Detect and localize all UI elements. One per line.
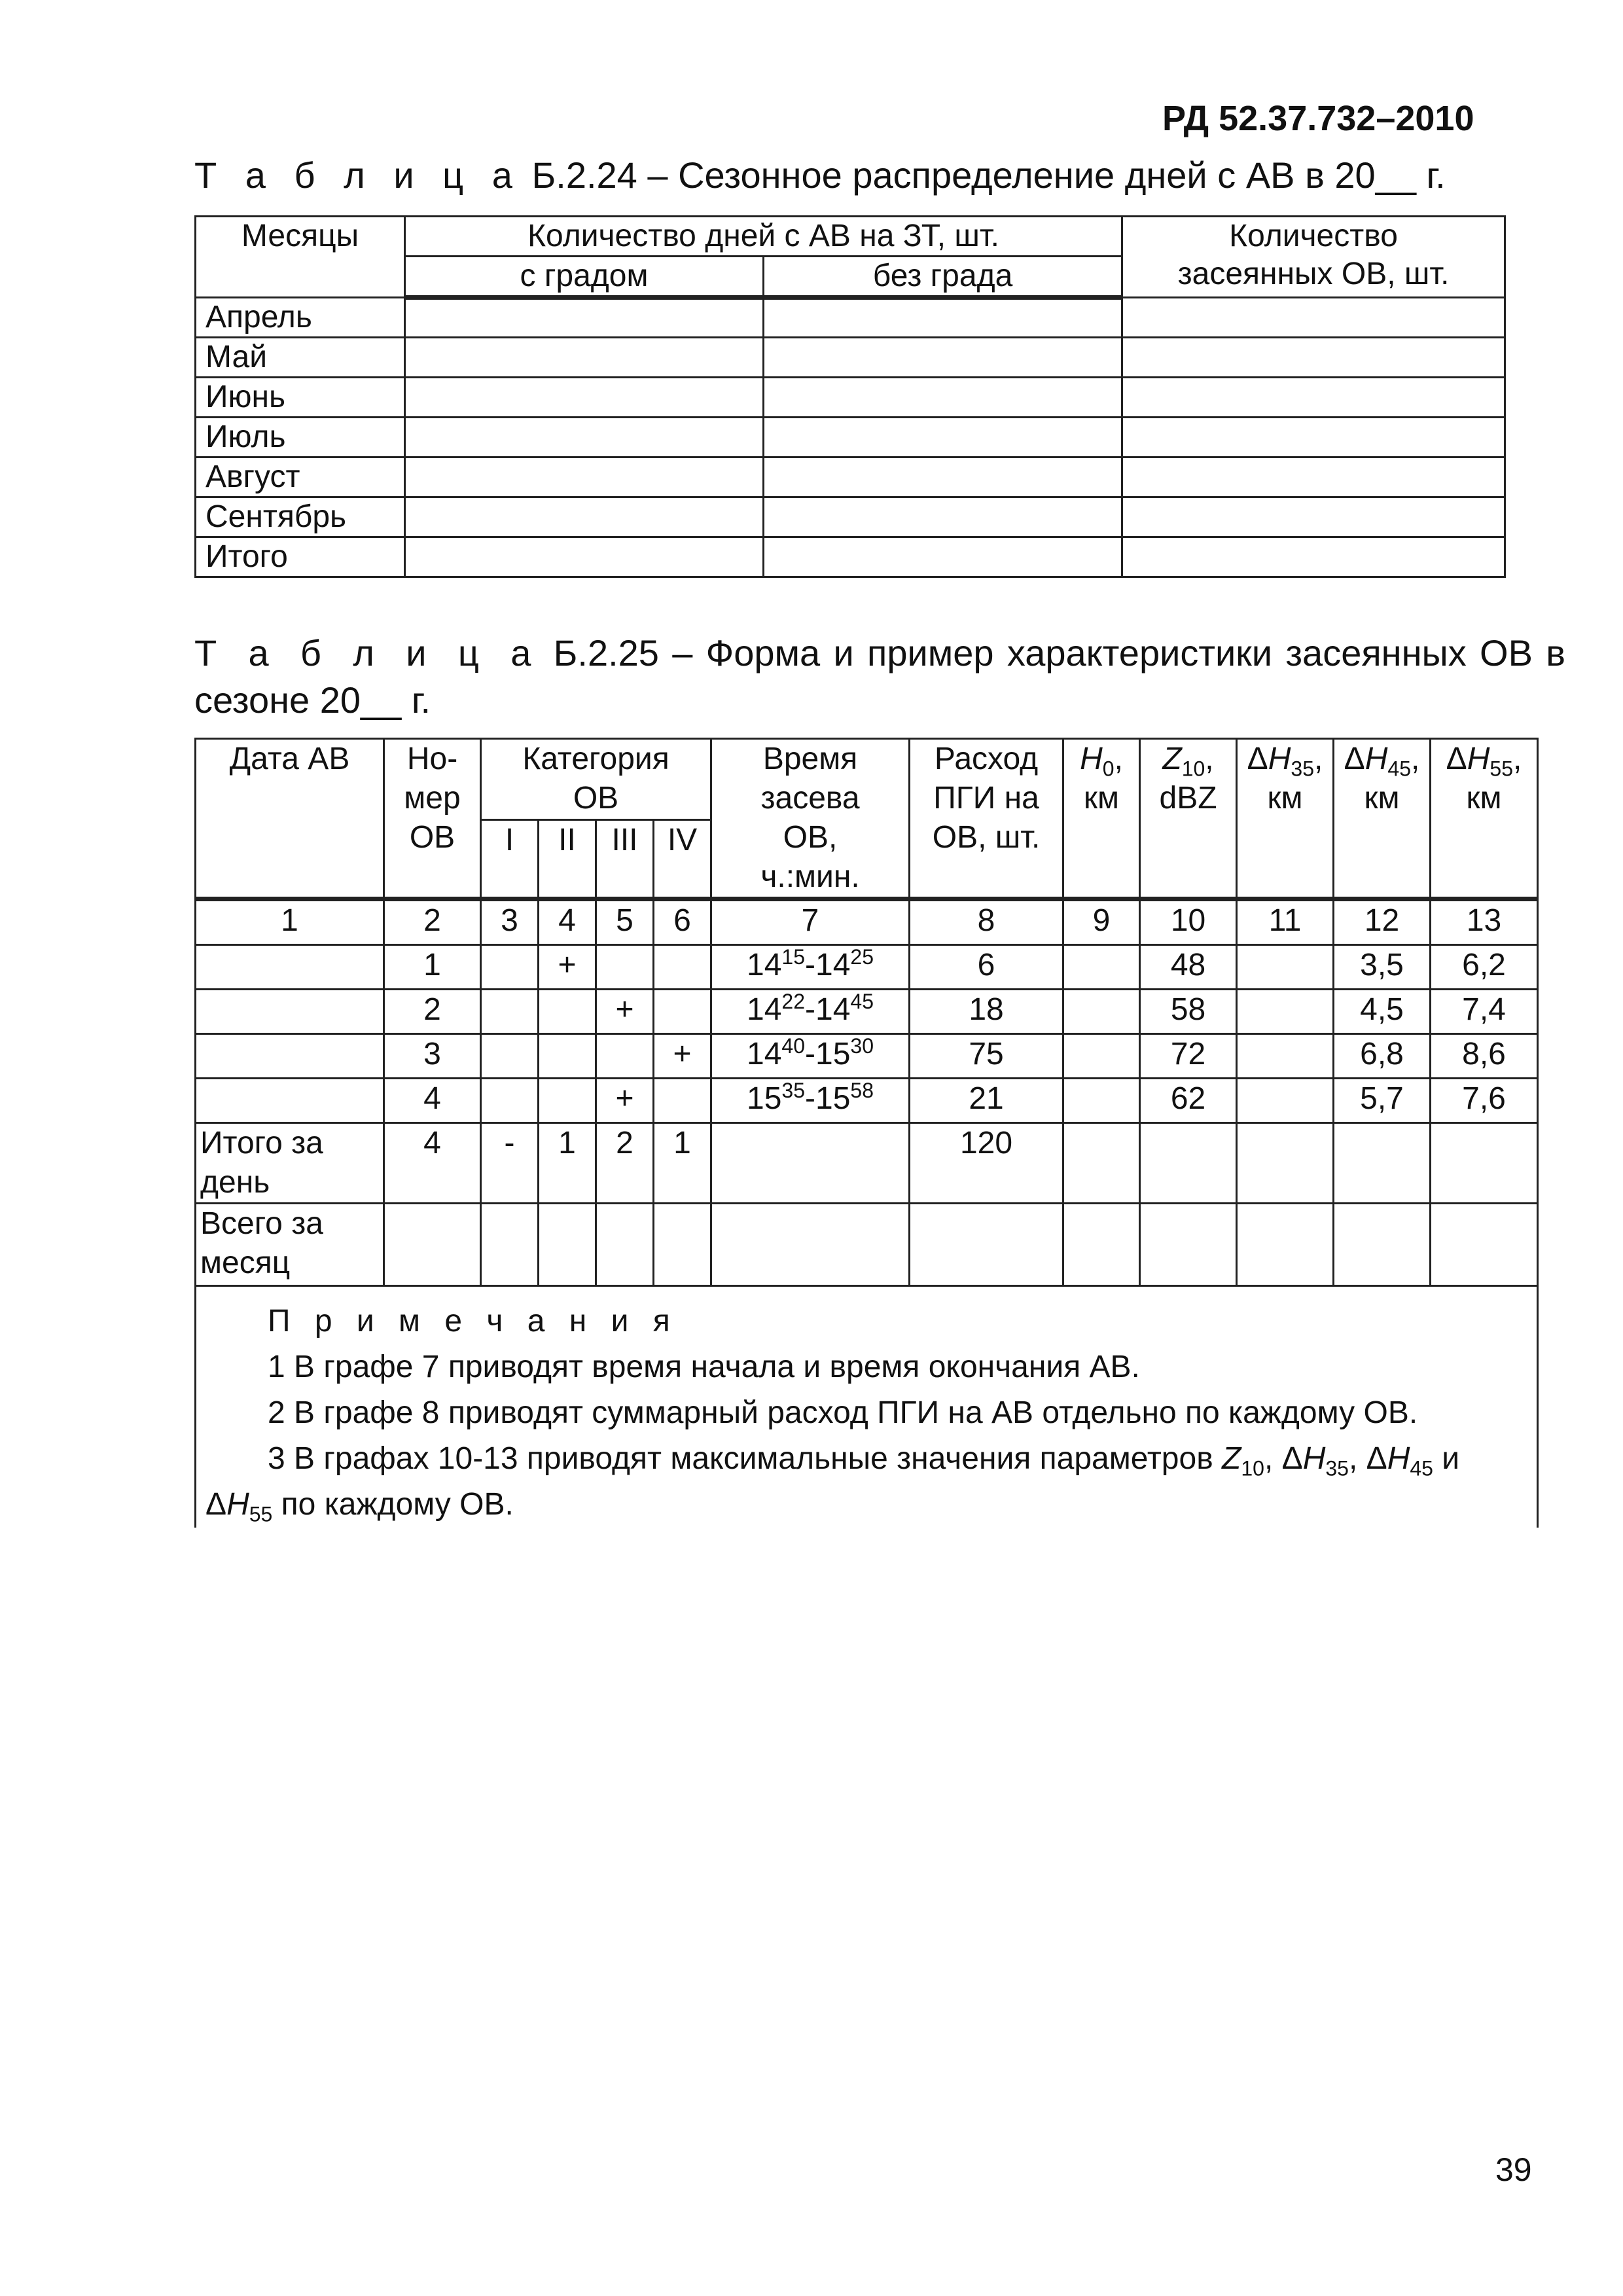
col-category-iv-header: IV (654, 819, 711, 899)
number-cell: 2 (384, 990, 481, 1034)
header-line: ОВ, (783, 820, 838, 855)
category-i-cell: - (481, 1123, 539, 1204)
caption-text: Б.2.25 – Форма и пример характеристики засеянных ОВ в сезоне 20__ г. (194, 632, 1566, 721)
caption-label: Т а б л и ц а (194, 154, 522, 196)
note-2: 2 В графе 8 приводят суммарный расход ПГИ на АВ отдельно по каждому ОВ. (268, 1395, 1418, 1430)
category-iii-cell: 2 (596, 1123, 654, 1204)
date-cell (196, 945, 384, 990)
dh45-cell: 6,8 (1334, 1034, 1431, 1079)
table-cell (405, 378, 764, 418)
table-b225 (194, 738, 1539, 1528)
category-i-cell (481, 1079, 539, 1123)
category-ii-cell: + (539, 945, 596, 990)
category-iv-cell: + (654, 1034, 711, 1079)
dh35-cell (1237, 1079, 1334, 1123)
time-cell: $15^{35}-15^{58}$ (711, 1079, 910, 1123)
number-cell: 3 (384, 1034, 481, 1079)
table-cell (384, 1204, 481, 1286)
time-minutes: 35 (781, 1079, 806, 1102)
date-cell (196, 1034, 384, 1079)
subscript: 10 (1181, 757, 1205, 781)
col-date-header: Дата АВ (196, 739, 384, 899)
category-ii-cell (539, 1034, 596, 1079)
table-cell (711, 1204, 910, 1286)
header-line: ОВ, шт. (932, 820, 1041, 855)
table-cell (1122, 537, 1505, 577)
header-line: Время (762, 742, 858, 776)
col-number-header (384, 739, 481, 899)
header-line: ОВ (573, 781, 619, 816)
table-b224 (194, 215, 1506, 578)
z10-cell (1140, 1123, 1237, 1204)
symbol-h: H (226, 1487, 249, 1522)
header-line: ч.:мин. (760, 859, 860, 894)
time-hours: 14 (747, 948, 782, 982)
table-cell (405, 338, 764, 378)
header-line: $\Delta H_{55}$, (1446, 742, 1522, 781)
page-number: 39 (1495, 2151, 1532, 2188)
col-seeded-line1: Количество (1229, 219, 1398, 253)
table-row (196, 990, 1538, 1034)
symbol-h: H (1268, 742, 1291, 776)
subscript: 10 (1241, 1456, 1264, 1480)
category-iii-cell (596, 1034, 654, 1079)
table-cell (1334, 1204, 1431, 1286)
header-line: $\Delta H_{45}$, (1344, 742, 1420, 781)
category-iii-cell (596, 945, 654, 990)
col-without-hail-header: без града (764, 257, 1122, 298)
col-category-iii-header: III (596, 819, 654, 899)
table-cell (764, 497, 1122, 537)
dh55-cell: 8,6 (1431, 1034, 1538, 1079)
dh35-cell (1237, 945, 1334, 990)
column-number: 10 (1140, 899, 1237, 945)
category-i-cell (481, 990, 539, 1034)
h0-cell (1063, 1034, 1140, 1079)
time-minutes: 40 (781, 1034, 806, 1058)
subscript: 45 (1387, 757, 1411, 781)
time-cell: $14^{40}-15^{30}$ (711, 1034, 910, 1079)
table-cell (405, 298, 764, 338)
column-number: 3 (481, 899, 539, 945)
col-category-ii-header: II (539, 819, 596, 899)
symbol-h: H (1080, 742, 1103, 776)
dh55-cell: 6,2 (1431, 945, 1538, 990)
col-consumption-header (910, 739, 1063, 899)
time-cell (711, 1123, 910, 1204)
category-i-cell (481, 945, 539, 990)
table-cell (1122, 497, 1505, 537)
table-cell (1122, 298, 1505, 338)
subscript: 35 (1325, 1456, 1349, 1480)
category-iv-cell (654, 1079, 711, 1123)
table-cell (1122, 457, 1505, 497)
subscript: 35 (1291, 757, 1314, 781)
symbol-h: H (1387, 1441, 1410, 1476)
table-cell (1237, 1204, 1334, 1286)
col-with-hail-header: с градом (405, 257, 764, 298)
symbol-h: H (1302, 1441, 1326, 1476)
column-number: 1 (196, 899, 384, 945)
subscript: 0 (1102, 757, 1115, 781)
table-row (196, 1079, 1538, 1123)
z10-cell: 72 (1140, 1034, 1237, 1079)
table-cell (1122, 418, 1505, 457)
time-hours: 14 (747, 1037, 782, 1071)
consumption-cell: 75 (910, 1034, 1063, 1079)
header-line: $H_0$, (1080, 742, 1123, 781)
delta-symbol: Δ (1366, 1441, 1387, 1476)
unit: км (1084, 781, 1120, 816)
delta-symbol: Δ (1344, 742, 1365, 776)
month-cell: Сентябрь (196, 497, 405, 537)
col-z10-header (1140, 739, 1237, 899)
time-hours: 15 (815, 1081, 851, 1116)
time-hours: 15 (815, 1037, 851, 1071)
note-text: и (1442, 1441, 1460, 1476)
col-seeded-line2: засеянных ОВ, шт. (1177, 257, 1450, 291)
table-cell (1063, 1204, 1140, 1286)
date-cell (196, 990, 384, 1034)
number-cell: 1 (384, 945, 481, 990)
table-cell (405, 497, 764, 537)
label-line: месяц (200, 1246, 291, 1280)
category-iv-cell (654, 945, 711, 990)
header-line: мер (404, 781, 461, 816)
header-line: $\Delta H_{35}$, (1247, 742, 1323, 781)
notes-cell (196, 1286, 1538, 1528)
column-number: 6 (654, 899, 711, 945)
h0-cell (1063, 1079, 1140, 1123)
time-hours: 14 (815, 948, 851, 982)
col-category-header (481, 739, 711, 820)
dh45-cell: 3,5 (1334, 945, 1431, 990)
col-time-header (711, 739, 910, 899)
table-cell (764, 378, 1122, 418)
time-minutes: 25 (850, 945, 874, 969)
total-day-row (196, 1123, 1538, 1204)
category-ii-cell: 1 (539, 1123, 596, 1204)
column-numbers-row (196, 899, 1538, 945)
table-b224-caption (194, 152, 1446, 199)
notes-row (196, 1286, 1538, 1528)
time-minutes: 30 (850, 1034, 874, 1058)
dh35-cell (1237, 990, 1334, 1034)
consumption-cell: 18 (910, 990, 1063, 1034)
column-number: 7 (711, 899, 910, 945)
z10-cell: 48 (1140, 945, 1237, 990)
col-dh55-header (1431, 739, 1538, 899)
col-months-header: Месяцы (196, 217, 405, 298)
time-minutes: 15 (781, 945, 806, 969)
caption-text: Б.2.24 – Сезонное распределение дней с АВ в 20__ г. (531, 154, 1446, 196)
table-cell (596, 1204, 654, 1286)
col-category-i-header: I (481, 819, 539, 899)
note-1: 1 В графе 7 приводят время начала и время окончания АВ. (268, 1350, 1140, 1384)
table-row (196, 1034, 1538, 1079)
consumption-cell: 6 (910, 945, 1063, 990)
consumption-cell: 120 (910, 1123, 1063, 1204)
header-line: $Z_{10}$, (1162, 742, 1214, 781)
table-row (196, 945, 1538, 990)
symbol-h: H (1364, 742, 1388, 776)
caption-label: Т а б л и ц а (194, 632, 541, 673)
z10-cell: 62 (1140, 1079, 1237, 1123)
dh55-cell: 7,6 (1431, 1079, 1538, 1123)
note-text: по каждому ОВ. (281, 1487, 514, 1522)
table-cell (910, 1204, 1063, 1286)
column-number: 11 (1237, 899, 1334, 945)
h0-cell (1063, 1123, 1140, 1204)
category-i-cell (481, 1034, 539, 1079)
column-number: 8 (910, 899, 1063, 945)
unit: dBZ (1159, 781, 1217, 816)
note-text: 3 В графах 10-13 приводят максимальные значения параметров (268, 1441, 1213, 1476)
column-number: 9 (1063, 899, 1140, 945)
subscript: 45 (1410, 1456, 1433, 1480)
category-iii-cell: + (596, 990, 654, 1034)
time-hours: 15 (747, 1081, 782, 1116)
dh55-cell (1431, 1123, 1538, 1204)
column-number: 4 (539, 899, 596, 945)
delta-symbol: Δ (1247, 742, 1268, 776)
table-cell (1122, 378, 1505, 418)
total-cell: Итого (196, 537, 405, 577)
time-cell: $14^{22}-14^{45}$ (711, 990, 910, 1034)
time-minutes: 45 (850, 990, 874, 1013)
h0-cell (1063, 945, 1140, 990)
month-cell: Май (196, 338, 405, 378)
col-dh35-header (1237, 739, 1334, 899)
dh45-cell (1334, 1123, 1431, 1204)
table-cell (764, 537, 1122, 577)
month-cell: Июль (196, 418, 405, 457)
dh35-cell (1237, 1123, 1334, 1204)
category-iv-cell (654, 990, 711, 1034)
time-hours: 14 (815, 992, 851, 1027)
category-ii-cell (539, 990, 596, 1034)
table-cell (405, 457, 764, 497)
number-cell: 4 (384, 1079, 481, 1123)
unit: км (1466, 781, 1502, 816)
month-cell: Апрель (196, 298, 405, 338)
table-cell (764, 457, 1122, 497)
header-line: Но- (406, 742, 458, 776)
dh35-cell (1237, 1034, 1334, 1079)
header-line: ОВ (409, 820, 455, 855)
note-3: 3 В графах 10-13 приводят максимальные значения параметров $Z_{10}$, $\Delta H_{35}$, $\Delta H_{45}$ и $\Delta H_{55}$ по каждому ОВ. (205, 1441, 1460, 1526)
column-number: 2 (384, 899, 481, 945)
header-line: ПГИ на (933, 781, 1039, 816)
time-minutes: 58 (850, 1079, 874, 1102)
header-line: засева (760, 781, 860, 816)
column-number: 13 (1431, 899, 1538, 945)
table-cell (539, 1204, 596, 1286)
subscript: 55 (249, 1502, 273, 1526)
label-line: день (200, 1165, 270, 1200)
col-days-group-header: Количество дней с АВ на ЗТ, шт. (405, 217, 1122, 257)
unit: км (1364, 781, 1400, 816)
time-cell: $14^{15}-14^{25}$ (711, 945, 910, 990)
col-dh45-header (1334, 739, 1431, 899)
delta-symbol: Δ (205, 1487, 227, 1522)
label-line: Всего за (200, 1206, 323, 1241)
time-minutes: 22 (781, 990, 806, 1013)
table-cell (1122, 338, 1505, 378)
table-cell (764, 338, 1122, 378)
table-cell (405, 418, 764, 457)
notes-title: П р и м е ч а н и я (268, 1304, 678, 1338)
category-ii-cell (539, 1079, 596, 1123)
date-cell (196, 1079, 384, 1123)
total-month-row (196, 1204, 1538, 1286)
unit: км (1267, 781, 1303, 816)
month-cell: Июнь (196, 378, 405, 418)
symbol-z: Z (1222, 1441, 1241, 1476)
col-seeded-header (1122, 217, 1505, 298)
document-number: РД 52.37.732–2010 (1162, 99, 1474, 138)
table-b225-caption (194, 630, 1565, 724)
table-cell (764, 418, 1122, 457)
column-number: 12 (1334, 899, 1431, 945)
symbol-h: H (1467, 742, 1490, 776)
symbol-z: Z (1162, 742, 1182, 776)
delta-symbol: Δ (1446, 742, 1467, 776)
table-cell (405, 537, 764, 577)
table-cell (1431, 1204, 1538, 1286)
consumption-cell: 21 (910, 1079, 1063, 1123)
category-iv-cell: 1 (654, 1123, 711, 1204)
label-line: Итого за (200, 1126, 323, 1160)
header-line: Расход (934, 742, 1039, 776)
delta-symbol: Δ (1281, 1441, 1303, 1476)
month-cell: Август (196, 457, 405, 497)
column-number: 5 (596, 899, 654, 945)
time-hours: 14 (747, 992, 782, 1027)
dh45-cell: 4,5 (1334, 990, 1431, 1034)
total-day-label (196, 1123, 384, 1204)
z10-cell: 58 (1140, 990, 1237, 1034)
dh45-cell: 5,7 (1334, 1079, 1431, 1123)
header-line: Категория (522, 742, 669, 776)
category-iii-cell: + (596, 1079, 654, 1123)
table-cell (764, 298, 1122, 338)
total-month-label (196, 1204, 384, 1286)
col-h0-header (1063, 739, 1140, 899)
number-cell: 4 (384, 1123, 481, 1204)
table-cell (654, 1204, 711, 1286)
subscript: 55 (1489, 757, 1513, 781)
table-cell (1140, 1204, 1237, 1286)
table-cell (481, 1204, 539, 1286)
h0-cell (1063, 990, 1140, 1034)
dh55-cell: 7,4 (1431, 990, 1538, 1034)
